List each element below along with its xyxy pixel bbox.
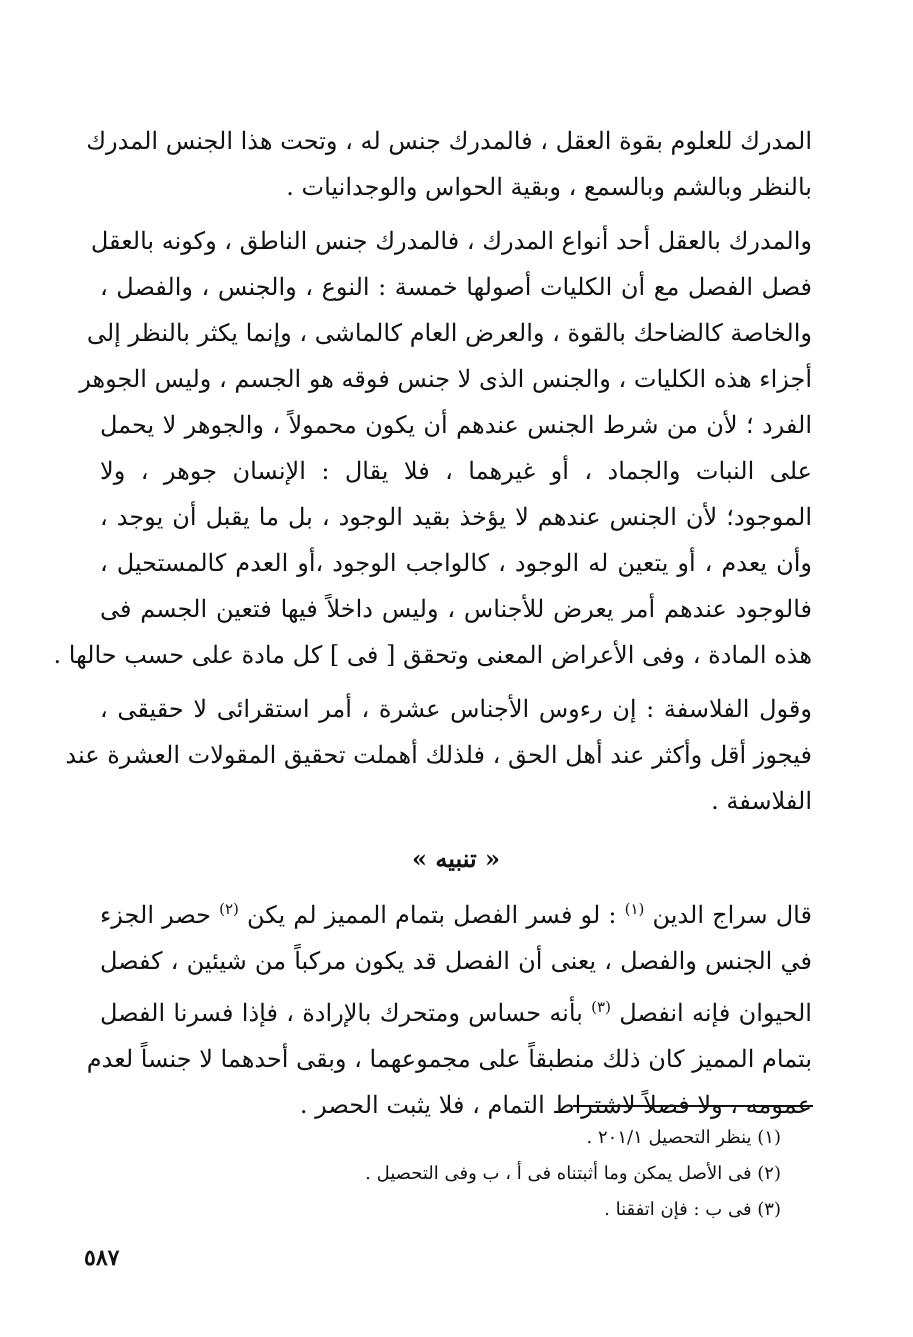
- footnote-ref-1[interactable]: (١): [624, 900, 645, 918]
- footnote-1: (١) ينظر التحصيل ٢٠١/١ .: [586, 1127, 781, 1148]
- text-line: فيجوز أقل وأكثر عند أهل الحق ، فلذلك أهملت تحقيق المقولات العشرة عند: [65, 741, 812, 769]
- main-text: [53, 118, 812, 1136]
- footnote-ref-3[interactable]: (٣): [591, 998, 611, 1016]
- page-number: ٥٨٧: [84, 1245, 120, 1271]
- text-fragment: قال سراج الدين: [652, 901, 812, 929]
- text-line: الموجود؛ لأن الجنس عندهم لا يؤخذ بقيد الوجود ، بل ما يقبل أن يوجد ،: [100, 503, 812, 531]
- text-line: وأن يعدم ، أو يتعين له الوجود ، كالواجب الوجود ،أو العدم كالمستحيل ،: [100, 549, 812, 577]
- text-line: فصل الفصل مع أن الكليات أصولها خمسة : النوع ، والجنس ، والفصل ،: [100, 273, 812, 301]
- text-line: هذه المادة ، وفى الأعراض المعنى وتحقق [ فى ] كل مادة على حسب حالها .: [53, 641, 812, 669]
- text-line: والخاصة كالضاحك بالقوة ، والعرض العام كالماشى ، وإنما يكثر بالنظر إلى: [86, 319, 812, 347]
- footnote-separator: [573, 1105, 813, 1107]
- paragraph-tanbih: [86, 886, 812, 1128]
- paragraph-3: [65, 686, 812, 824]
- text-line: على النبات والجماد ، أو غيرهما ، فلا يقال : الإنسان جوهر ، ولا: [100, 457, 812, 485]
- footnote-2: (٢) فى الأصل يمكن وما أثبتناه فى أ ، ب وفى التحصيل .: [365, 1163, 781, 1184]
- text-fragment: بأنه حساس ومتحرك بالإرادة ، فإذا فسرنا الفصل: [100, 999, 583, 1027]
- text-line: وقول الفلاسفة : إن رءوس الأجناس عشرة ، أمر استقرائى لا حقيقى ،: [100, 695, 812, 723]
- text-fragment: حصر الجزء: [100, 901, 211, 929]
- text-line: الفرد ؛ لأن من شرط الجنس عندهم أن يكون محمولاً ، والجوهر لا يحمل: [100, 411, 812, 439]
- text-line: الفلاسفة .: [711, 787, 812, 815]
- paragraph-2: [53, 218, 812, 678]
- footnotes: [181, 1120, 781, 1228]
- text-fragment: الحيوان فإنه انفصل: [619, 999, 812, 1027]
- text-line: [100, 886, 812, 938]
- paragraph-1: [86, 118, 812, 210]
- text-line: بتمام المميز كان ذلك منطبقاً على مجموعهما ، وبقى أحدهما لا جنساً لعدم: [86, 1045, 812, 1073]
- text-fragment: : لو فسر الفصل بتمام المميز لم يكن: [247, 901, 617, 929]
- text-line: بالنظر وبالشم وبالسمع ، وبقية الحواس والوجدانيات .: [286, 173, 812, 201]
- text-line: المدرك للعلوم بقوة العقل ، فالمدرك جنس له ، وتحت هذا الجنس المدرك: [86, 127, 812, 155]
- text-line: والمدرك بالعقل أحد أنواع المدرك ، فالمدرك جنس الناطق ، وكونه بالعقل: [90, 227, 812, 255]
- text-line: في الجنس والفصل ، يعنى أن الفصل قد يكون مركباً من شيئين ، كفصل: [100, 947, 812, 975]
- text-line: [100, 984, 812, 1036]
- section-heading: « تنبيه »: [412, 844, 500, 873]
- text-line: عمومه ، ولا فصلاً لاشتراط التمام ، فلا يثبت الحصر .: [299, 1091, 812, 1119]
- footnote-ref-2[interactable]: (٢): [219, 900, 239, 918]
- footnote-3: (٣) فى ب : فإن اتفقنا .: [604, 1199, 781, 1220]
- text-line: أجزاء هذه الكليات ، والجنس الذى لا جنس فوقه هو الجسم ، وليس الجوهر: [79, 365, 812, 393]
- text-line: فالوجود عندهم أمر يعرض للأجناس ، وليس داخلاً فيها فتعين الجسم فى: [100, 595, 812, 623]
